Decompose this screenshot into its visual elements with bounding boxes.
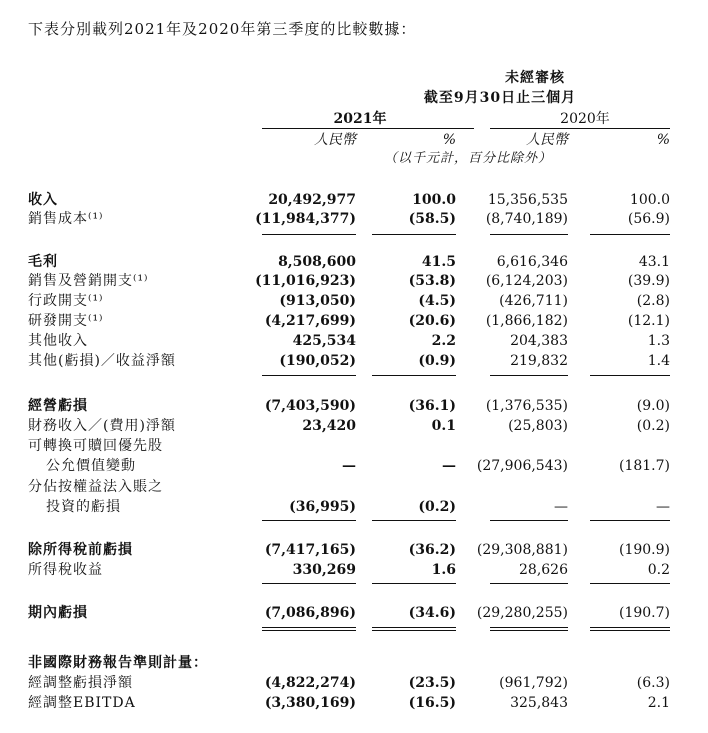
row-value-2020-pct: 43.1 <box>638 254 670 270</box>
header-year-2021: 2021年 <box>333 111 387 127</box>
row-value-2020-rmb: (961,792) <box>499 675 568 691</box>
row-value-2021-pct: (53.8) <box>408 273 456 289</box>
row-value-2021-pct: (20.6) <box>408 313 456 329</box>
row-value-2020-rmb: (29,280,255) <box>476 605 568 621</box>
col-rmb-2021: 人民幣 <box>314 132 356 148</box>
row-value-2021-rmb: (36,995) <box>289 499 356 515</box>
row-value-2021-pct: (23.5) <box>408 675 456 691</box>
row-value-2020-rmb: 28,626 <box>519 562 568 578</box>
row-value-2021-rmb: (11,984,377) <box>255 211 356 227</box>
col-pct-2020: % <box>656 132 670 148</box>
row-value-2021-rmb: 425,534 <box>292 333 356 349</box>
row-label: 其他收入 <box>28 333 88 349</box>
header-unaudited: 未經審核 <box>505 70 565 86</box>
row-value-2021-pct: (34.6) <box>408 605 456 621</box>
row-label: 所得稅收益 <box>28 562 103 578</box>
row-value-2021-pct: 2.2 <box>431 333 456 349</box>
row-label: 可轉換可贖回優先股 <box>28 438 163 454</box>
row-value-2020-rmb: (426,711) <box>499 293 568 309</box>
row-value-2020-rmb: (29,308,881) <box>476 542 568 558</box>
double-rule <box>262 627 356 631</box>
row-value-2021-rmb: (7,417,165) <box>264 542 356 558</box>
row-value-2021-pct: (36.2) <box>408 542 456 558</box>
col-rmb-2020: 人民幣 <box>526 132 568 148</box>
row-value-2020-pct: 100.0 <box>629 192 670 208</box>
col-pct-2021: % <box>442 132 456 148</box>
row-value-2021-pct: — <box>442 458 456 474</box>
rule <box>262 375 356 376</box>
header-year-2020: 2020年 <box>560 111 610 127</box>
row-label: 期內虧損 <box>28 605 88 621</box>
rule <box>262 520 356 521</box>
row-value-2021-pct: 41.5 <box>421 254 456 270</box>
row-label: 毛利 <box>28 254 58 270</box>
row-label: 其他(虧損)／收益淨額 <box>28 353 176 369</box>
row-value-2020-rmb: 6,616,346 <box>496 254 568 270</box>
row-value-2021-rmb: (7,086,896) <box>264 605 356 621</box>
header-period: 截至9月30日止三個月 <box>423 90 577 106</box>
rule <box>490 234 568 235</box>
row-value-2020-pct: 2.1 <box>647 695 670 711</box>
row-value-2020-pct: (9.0) <box>636 398 670 414</box>
rule <box>262 234 356 235</box>
row-label: 除所得稅前虧損 <box>28 542 133 558</box>
rule <box>372 375 456 376</box>
row-label: 經調整虧損淨額 <box>28 675 133 691</box>
row-value-2020-rmb: (1,376,535) <box>485 398 568 414</box>
row-value-2021-pct: (36.1) <box>408 398 456 414</box>
row-label: 財務收入／(費用)淨額 <box>28 418 176 434</box>
row-value-2021-rmb: (11,016,923) <box>255 273 356 289</box>
row-value-2020-pct: (12.1) <box>627 313 670 329</box>
rule <box>590 520 670 521</box>
row-label: 非國際財務報告準則計量： <box>28 655 208 671</box>
row-value-2021-pct: (0.9) <box>418 353 456 369</box>
row-label: 公允價值變動 <box>46 458 136 474</box>
row-label: 銷售及營銷開支⁽¹⁾ <box>28 273 149 289</box>
row-label: 行政開支⁽¹⁾ <box>28 293 104 309</box>
year-2021-underline <box>262 128 474 129</box>
row-value-2021-pct: 100.0 <box>412 192 456 208</box>
row-label: 研發開支⁽¹⁾ <box>28 313 104 329</box>
row-label: 經調整EBITDA <box>28 695 136 711</box>
row-value-2020-rmb: 204,383 <box>510 333 568 349</box>
row-value-2020-rmb: (25,803) <box>508 418 568 434</box>
row-value-2021-rmb: (4,217,699) <box>264 313 356 329</box>
row-value-2021-rmb: (3,380,169) <box>264 695 356 711</box>
row-value-2020-pct: (0.2) <box>636 418 670 434</box>
row-value-2020-rmb: (8,740,189) <box>485 211 568 227</box>
rule <box>372 520 456 521</box>
row-value-2020-pct: — <box>656 499 670 515</box>
row-value-2021-pct: (0.2) <box>418 499 456 515</box>
rule <box>490 520 568 521</box>
row-value-2021-pct: 1.6 <box>431 562 456 578</box>
row-value-2021-pct: 0.1 <box>431 418 456 434</box>
double-rule <box>372 627 456 631</box>
row-value-2021-rmb: (190,052) <box>279 353 356 369</box>
row-value-2020-pct: 1.3 <box>647 333 670 349</box>
rule <box>590 583 670 584</box>
row-value-2020-pct: (56.9) <box>627 211 670 227</box>
rule <box>372 583 456 584</box>
row-value-2021-pct: (4.5) <box>418 293 456 309</box>
row-label: 分佔按權益法入賬之 <box>28 479 163 495</box>
row-value-2020-pct: (181.7) <box>618 458 670 474</box>
rule <box>490 375 568 376</box>
row-value-2020-rmb: 219,832 <box>510 353 568 369</box>
rule <box>590 234 670 235</box>
row-label: 收入 <box>28 192 58 208</box>
row-value-2021-rmb: 8,508,600 <box>278 254 356 270</box>
row-value-2021-rmb: 23,420 <box>302 418 356 434</box>
row-value-2020-rmb: — <box>554 499 568 515</box>
row-value-2021-rmb: (4,822,274) <box>264 675 356 691</box>
row-value-2021-rmb: — <box>342 458 356 474</box>
row-label: 經營虧損 <box>28 398 88 414</box>
row-value-2020-rmb: (1,866,182) <box>485 313 568 329</box>
rule <box>490 583 568 584</box>
row-value-2021-rmb: 330,269 <box>292 562 356 578</box>
row-value-2020-pct: (6.3) <box>636 675 670 691</box>
row-value-2021-pct: (16.5) <box>408 695 456 711</box>
row-value-2020-rmb: 15,356,535 <box>487 192 568 208</box>
double-rule <box>490 627 568 631</box>
row-value-2020-pct: (190.9) <box>618 542 670 558</box>
rule <box>372 234 456 235</box>
row-value-2021-pct: (58.5) <box>408 211 456 227</box>
row-value-2020-pct: 1.4 <box>647 353 670 369</box>
row-label: 銷售成本⁽¹⁾ <box>28 211 104 227</box>
row-value-2020-pct: (39.9) <box>627 273 670 289</box>
row-value-2020-rmb: (6,124,203) <box>485 273 568 289</box>
rule <box>590 375 670 376</box>
rule <box>262 583 356 584</box>
row-value-2020-rmb: (27,906,543) <box>476 458 568 474</box>
row-value-2020-rmb: 325,843 <box>510 695 568 711</box>
row-value-2021-rmb: (913,050) <box>279 293 356 309</box>
double-rule <box>590 627 670 631</box>
row-label: 投資的虧損 <box>46 499 121 515</box>
year-2020-underline <box>490 128 670 129</box>
intro-text: 下表分別載列2021年及2020年第三季度的比較數據： <box>28 20 417 38</box>
row-value-2020-pct: 0.2 <box>647 562 670 578</box>
row-value-2021-rmb: (7,403,590) <box>264 398 356 414</box>
row-value-2021-rmb: 20,492,977 <box>268 192 356 208</box>
row-value-2020-pct: (190.7) <box>618 605 670 621</box>
units-note: （以千元計，百分比除外） <box>383 151 552 166</box>
row-value-2020-pct: (2.8) <box>636 293 670 309</box>
